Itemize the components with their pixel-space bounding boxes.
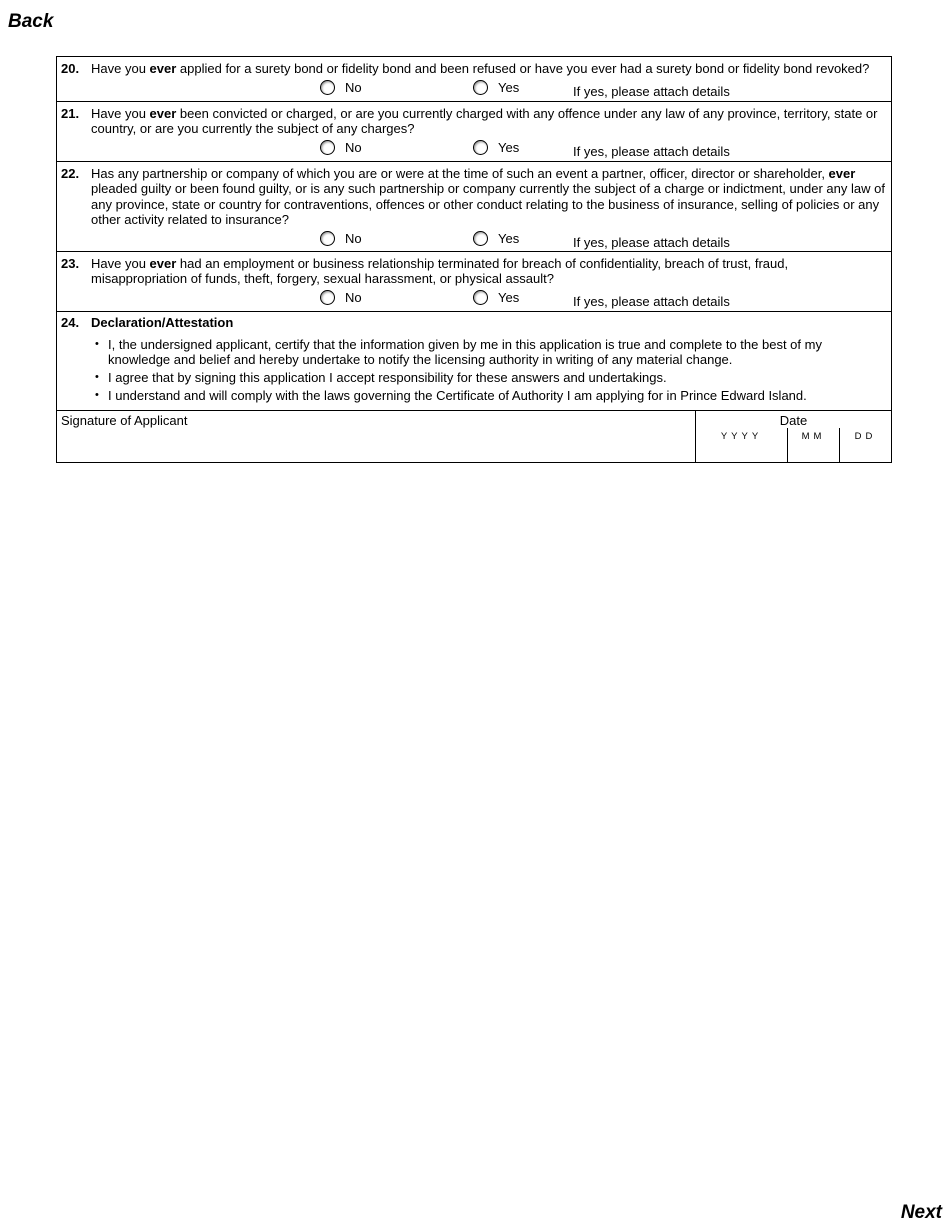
radio-circle-icon[interactable] [320, 140, 335, 155]
declaration-title: Declaration/Attestation [91, 314, 234, 330]
radio-circle-icon[interactable] [473, 80, 488, 95]
radio-circle-icon[interactable] [473, 140, 488, 155]
question-text: Have you ever applied for a surety bond or fidelity bond and been refused or have you ever had a surety bond or fidelity bond revoked? [91, 61, 870, 76]
question-20 [57, 57, 891, 102]
question-text: Have you ever been convicted or charged, or are you currently charged with any offence under any law of any province, territory, state or country, or are you currently the subject of any charges? [91, 105, 878, 136]
declaration-item: • I agree that by signing this application I accept responsibility for these answers and undertakings. [95, 370, 887, 386]
radio-no-q23[interactable]: No [320, 290, 362, 305]
radio-circle-icon[interactable] [473, 290, 488, 305]
radio-yes-q22[interactable]: Yes [473, 231, 519, 246]
question-22 [57, 162, 891, 252]
attach-details-note: If yes, please attach details [573, 143, 730, 159]
date-month-field[interactable]: MM [788, 428, 840, 462]
date-field [696, 411, 891, 462]
radio-no-q21[interactable]: No [320, 140, 362, 155]
date-label: Date [779, 413, 808, 428]
question-23 [57, 252, 891, 312]
signature-field[interactable] [57, 411, 696, 462]
question-21 [57, 102, 891, 162]
next-button[interactable]: Next [900, 1202, 942, 1223]
signature-label: Signature of Applicant [61, 413, 188, 428]
declaration-item: • I understand and will comply with the laws governing the Certificate of Authority I am applying for in Prince Edward Island. [95, 388, 887, 404]
date-day-field[interactable]: DD [854, 431, 877, 442]
radio-yes-q23[interactable]: Yes [473, 290, 519, 305]
declaration-section [57, 312, 891, 412]
question-number: 24. [61, 314, 80, 330]
application-form [56, 56, 892, 463]
back-button[interactable]: Back [8, 11, 54, 32]
attach-details-note: If yes, please attach details [573, 83, 730, 99]
question-number: 23. [61, 255, 80, 271]
attach-details-note: If yes, please attach details [573, 293, 730, 309]
declaration-item: • I, the undersigned applicant, certify that the information given by me in this application is true and complete to the best of my knowledge and belief and hereby undertake to notify the licensing authority in writing of any material change. [95, 337, 887, 368]
radio-yes-q20[interactable]: Yes [473, 80, 519, 95]
radio-circle-icon[interactable] [320, 80, 335, 95]
signature-row [57, 411, 891, 462]
attach-details-note: If yes, please attach details [573, 234, 730, 250]
radio-no-q20[interactable]: No [320, 80, 362, 95]
question-number: 21. [61, 105, 80, 121]
radio-no-q22[interactable]: No [320, 231, 362, 246]
declaration-list [61, 337, 887, 404]
question-number: 22. [61, 165, 80, 181]
radio-yes-q21[interactable]: Yes [473, 140, 519, 155]
date-year-field[interactable]: YYYY [696, 428, 788, 462]
radio-circle-icon[interactable] [473, 231, 488, 246]
question-number: 20. [61, 61, 80, 76]
question-text: Has any partnership or company of which you are or were at the time of such an event a partner, officer, director or shareholder, ever pleaded guilty or been found guilty, or is any such partnership or company currently the subject of a charge or indictment, under any law of any province, state or country for contraventions, offences or other conduct relating to the business of insurance, selling of policies or any other activity related to insurance? [91, 165, 885, 227]
question-text: Have you ever had an employment or business relationship terminated for breach of confidentiality, breach of trust, fraud, misappropriation of funds, theft, forgery, sexual harassment, or physical assault? [91, 255, 789, 286]
radio-circle-icon[interactable] [320, 231, 335, 246]
radio-circle-icon[interactable] [320, 290, 335, 305]
